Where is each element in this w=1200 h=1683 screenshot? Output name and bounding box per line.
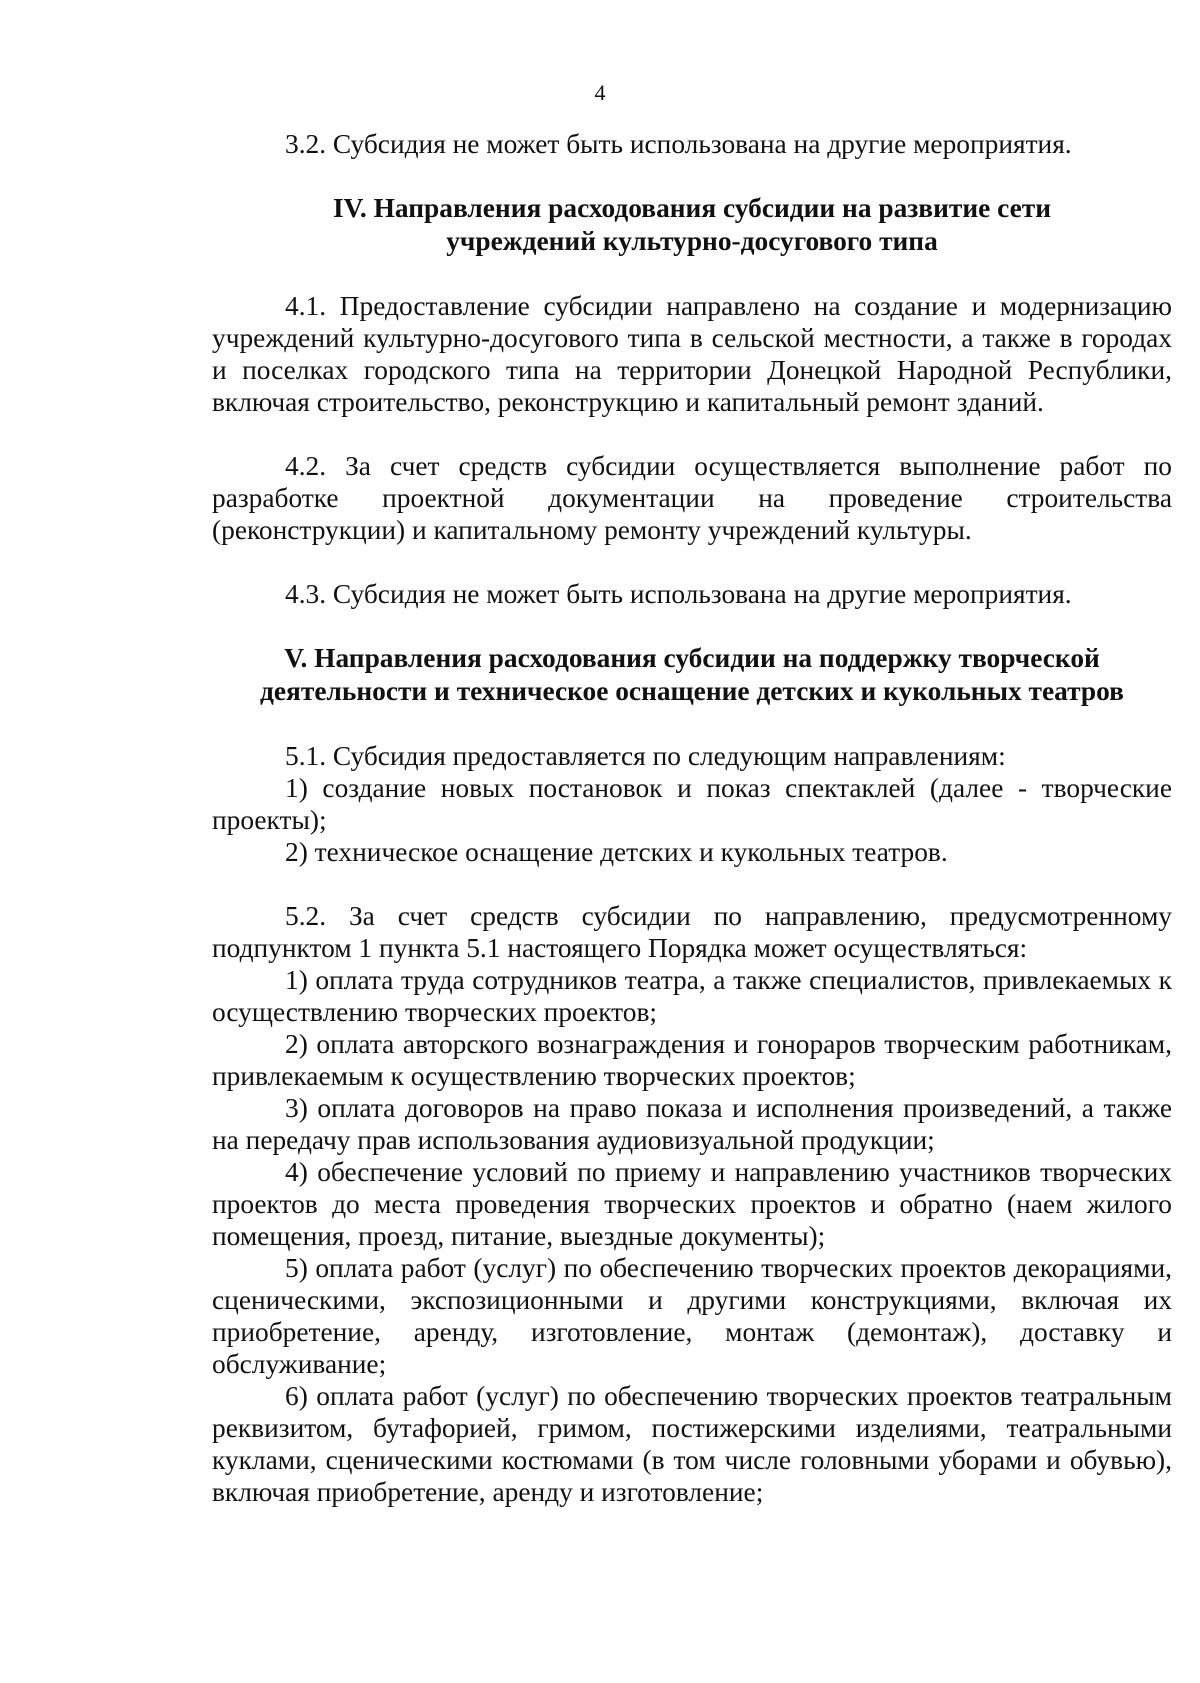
list-item-5-1-1: 1) создание новых постановок и показ спектаклей (далее - творческие проекты); [212,773,1172,835]
list-item-5-1-2: 2) техническое оснащение детских и кукольных театров. [285,837,948,867]
list-item-5-2-3: 3) оплата договоров на право показа и исполнения произведений, а также на передачу прав использования аудиовизуальной продукции; [212,1093,1172,1155]
list-item-5-2-4: 4) обеспечение условий по приему и направлению участников творческих проектов до места проведения творческих проектов и обратно (наем жилого помещения, проезд, питание, выездные документы); [212,1157,1172,1251]
paragraph-4-2: 4.2. За счет средств субсидии осуществляется выполнение работ по разработке проектной документации на проведение строительства (реконструкции) и капитальному ремонту учреждений культуры. [212,451,1172,545]
section-heading-5-line2: деятельности и техническое оснащение детских и кукольных театров [260,676,1124,706]
section-heading-4 [212,192,1172,258]
section-heading-4-line2: учреждений культурно-досугового типа [446,226,938,256]
list-item-5-2-6: 6) оплата работ (услуг) по обеспечению творческих проектов театральным реквизитом, бутафорией, гримом, постижерскими изделиями, театральными куклами, сценическими костюмами (в том числе головными уборами и обувью), включая приобретение, аренду и изготовление; [212,1381,1172,1507]
section-heading-4-line1: IV. Направления расходования субсидии на развитие сети [333,193,1051,223]
list-item-5-2-2: 2) оплата авторского вознаграждения и гонораров творческим работникам, привлекаемым к осуществлению творческих проектов; [212,1029,1172,1091]
list-item-5-2-5: 5) оплата работ (услуг) по обеспечению творческих проектов декорациями, сценическими, экспозиционными и другими конструкциями, включая их приобретение, аренду, изготовление, монтаж (демонтаж), доставку и обслуживание; [212,1253,1172,1379]
paragraph-4-3: 4.3. Субсидия не может быть использована на другие мероприятия. [285,579,1072,609]
paragraph-5-1: 5.1. Субсидия предоставляется по следующим направлениям: [285,741,1006,771]
document-body [212,128,1172,1508]
paragraph-4-1: 4.1. Предоставление субсидии направлено на создание и модернизацию учреждений культурно-досугового типа в сельской местности, а также в городах и поселках городского типа на территории Донецкой Народной Республики, включая строительство, реконструкцию и капитальный ремонт зданий. [212,291,1172,417]
paragraph-3-2: 3.2. Субсидия не может быть использована на другие мероприятия. [285,129,1072,159]
paragraph-5-2: 5.2. За счет средств субсидии по направлению, предусмотренному подпунктом 1 пункта 5.1 настоящего Порядка может осуществляться: [212,901,1172,963]
section-heading-5-line1: V. Направления расходования субсидии на поддержку творческой [284,643,1100,673]
page-number: 4 [594,80,606,105]
list-item-5-2-1: 1) оплата труда сотрудников театра, а также специалистов, привлекаемых к осуществлению творческих проектов; [212,965,1172,1027]
section-heading-5 [212,642,1172,708]
